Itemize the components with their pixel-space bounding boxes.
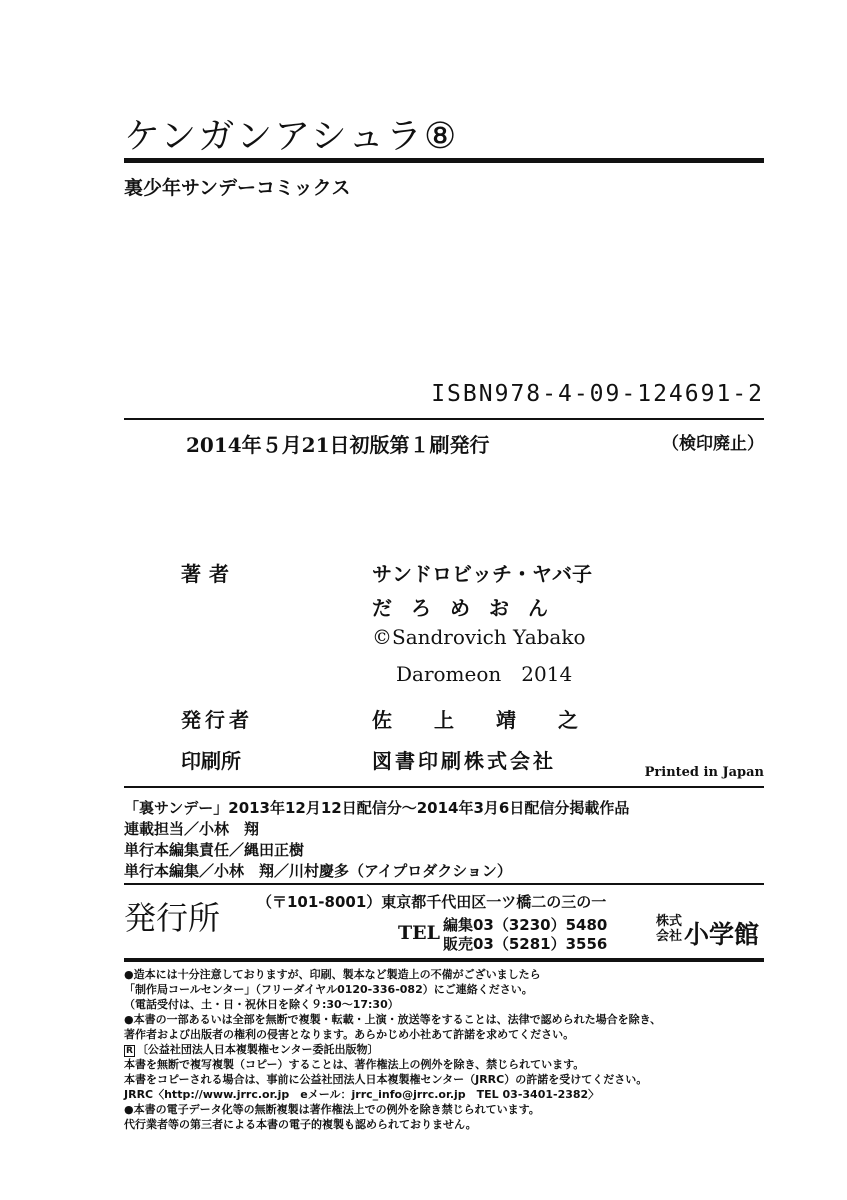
tel-editorial: 編集03（3230）5480 (443, 916, 608, 934)
publisher-person-name: 佐上靖之 (372, 708, 620, 732)
publisher-address: （〒101-8001）東京都千代田区一ツ橋二の三の一 (257, 893, 607, 911)
publisher-rule (124, 958, 764, 962)
isbn-rule (124, 418, 764, 420)
glyph: ド (412, 562, 432, 586)
notice-line-1: ●造本には十分注意しておりますが、印刷、製本など製造上の不備がございましたら (124, 968, 541, 981)
copyright-line-1: ©Sandrovich Yabako (372, 625, 586, 649)
glyph: ロ (432, 562, 452, 586)
author-name-2: だろめおん (372, 596, 567, 620)
printer-name: 図書印刷株式会社 (372, 749, 556, 773)
publication-date: 2014年５月21日初版第１刷発行 (186, 433, 490, 457)
notice-line-11: 代行業者等の第三者による本書の電子的複製も認められておりません。 (124, 1118, 477, 1131)
volume-editor-chief: 単行本編集責任／縄田正樹 (124, 841, 305, 859)
printed-in-japan: Printed in Japan (644, 765, 764, 780)
book-title: ケンガンアシュラ⑧ (124, 116, 459, 157)
author-name-1 (372, 558, 592, 587)
glyph: バ (552, 562, 572, 586)
glyph: ッ (472, 562, 492, 586)
company-type-prefix: 株式会社 (656, 914, 683, 944)
publisher-person-label: 発行者 (181, 708, 253, 732)
publisher-office-label: 発行所 (124, 899, 221, 937)
title-rule (124, 158, 764, 163)
notice-line-4: ●本書の一部あるいは全部を無断で複製・転載・上演・放送等をすることは、法律で認められた場合を除き、 (124, 1013, 662, 1026)
glyph: サ (372, 562, 392, 586)
tel-label: TEL (398, 922, 440, 944)
glyph: ・ (512, 562, 532, 586)
notice-line-6 (124, 1043, 379, 1057)
notice-line-7: 本書を無断で複写複製（コピー）することは、著作権法上の例外を除き、禁じられています。 (124, 1058, 585, 1071)
r-mark-icon: R (126, 1046, 133, 1056)
notice-line-9: JRRC〈http://www.jrrc.or.jp eメール：jrrc_info@jrrc.or.jp TEL 03-3401-2382〉 (124, 1088, 600, 1101)
glyph: ヤ (532, 562, 552, 586)
publisher-company-name: 小学館 (684, 920, 760, 949)
no-seal-notice: （検印廃止） (662, 434, 764, 454)
notice-line-10: ●本書の電子データ化等の無断複製は著作権法上での例外を除き禁じられています。 (124, 1103, 540, 1116)
notice-line-2: 「制作局コールセンター」（フリーダイヤル0120-336-082）にご連絡ください。 (124, 983, 533, 996)
serial-rule (124, 883, 764, 885)
notice-line-6-text: 〔公益社団法人日本複製権センター委託出版物〕 (136, 1043, 379, 1056)
glyph: チ (492, 562, 512, 586)
credits-rule (124, 786, 764, 788)
volume-editor: 単行本編集／小林 翔／川村慶多（アイプロダクション） (124, 862, 512, 880)
author-label: 著者 (181, 562, 237, 586)
serial-editor: 連載担当／小林 翔 (124, 820, 260, 838)
notice-line-3: （電話受付は、土・日・祝休日を除く９:30〜17:30） (124, 998, 399, 1011)
notice-line-5: 著作者および出版者の権利の侵害となります。あらかじめ小社あて許諾を求めてください。 (124, 1028, 575, 1041)
tel-sales: 販売03（5281）3556 (443, 935, 608, 953)
glyph: ン (392, 562, 412, 586)
notice-line-8: 本書をコピーされる場合は、事前に公益社団法人日本複製権センター（JRRC）の許諾を受けてください。 (124, 1073, 648, 1086)
glyph: 子 (572, 562, 592, 586)
glyph: ビ (452, 562, 472, 586)
printer-label: 印刷所 (181, 749, 241, 773)
copyright-line-2: Daromeon 2014 (396, 662, 573, 686)
serial-source: 「裏サンデー」2013年12月12日配信分〜2014年3月6日配信分掲載作品 (124, 799, 630, 817)
comic-label-name: 裏少年サンデーコミックス (124, 177, 351, 199)
isbn-number: ISBN978-4-09-124691-2 (431, 381, 764, 407)
